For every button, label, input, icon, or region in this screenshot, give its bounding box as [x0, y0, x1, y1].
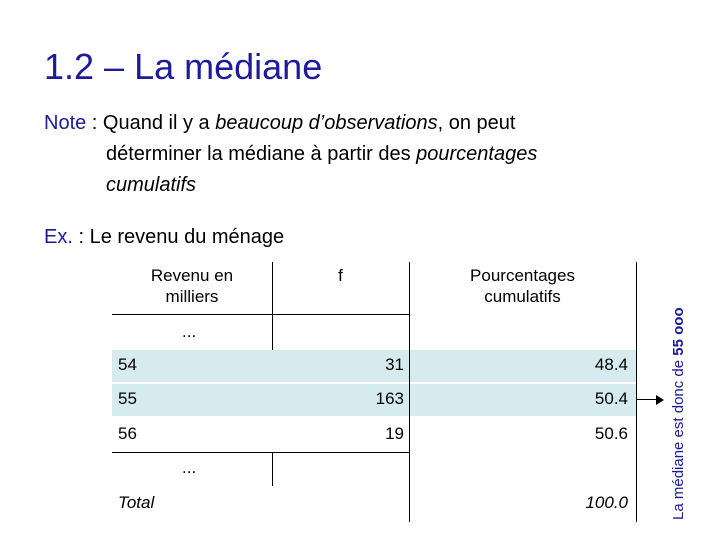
total-label: Total [118, 493, 155, 512]
header-pourcentages: Pourcentages cumulatifs [470, 266, 575, 306]
row-0-revenu: 54 [118, 355, 137, 374]
example-text: : Le revenu du ménage [72, 226, 285, 248]
ellipsis-bottom: ... [182, 458, 197, 477]
page-title: 1.2 – La médiane [44, 46, 323, 87]
header-revenu: Revenu en milliers [150, 266, 234, 306]
note-label: Note [44, 112, 87, 134]
ellipsis-top: ... [182, 322, 197, 341]
note-emphasis-2: pourcentages [416, 143, 538, 165]
row-2-revenu: 56 [118, 424, 137, 443]
note-text-2: , on peut [437, 112, 516, 134]
row-2-pct: 50.6 [594, 424, 628, 443]
row-1-pct: 50.4 [594, 389, 628, 408]
median-conclusion [670, 307, 687, 520]
header-bottom-rule [112, 314, 410, 315]
ellipsis-divider [272, 314, 273, 350]
note-emphasis-1: beaucoup d’observations [215, 112, 438, 134]
ellipsis-divider-bottom [272, 452, 273, 486]
row-2-f: 19 [385, 424, 404, 443]
median-conclusion-text: La médiane est donc de [670, 355, 687, 520]
row-0-f: 31 [385, 355, 404, 374]
note-emphasis-3: cumulatifs [106, 174, 197, 196]
row-0-pct: 48.4 [594, 355, 628, 374]
example-label: Ex. [44, 226, 73, 248]
column-divider-right [636, 262, 637, 522]
rows-bottom-rule [112, 452, 410, 453]
median-value: 55 ooo [670, 307, 687, 356]
header-f: f [338, 266, 343, 285]
row-1-f: 163 [375, 389, 404, 408]
note-text-3: déterminer la médiane à partir des [106, 143, 417, 165]
row-1-revenu: 55 [118, 389, 137, 408]
total-pct: 100.0 [585, 493, 628, 512]
note-text-1: : Quand il y a [86, 112, 216, 134]
arrow-right-icon [656, 395, 664, 405]
